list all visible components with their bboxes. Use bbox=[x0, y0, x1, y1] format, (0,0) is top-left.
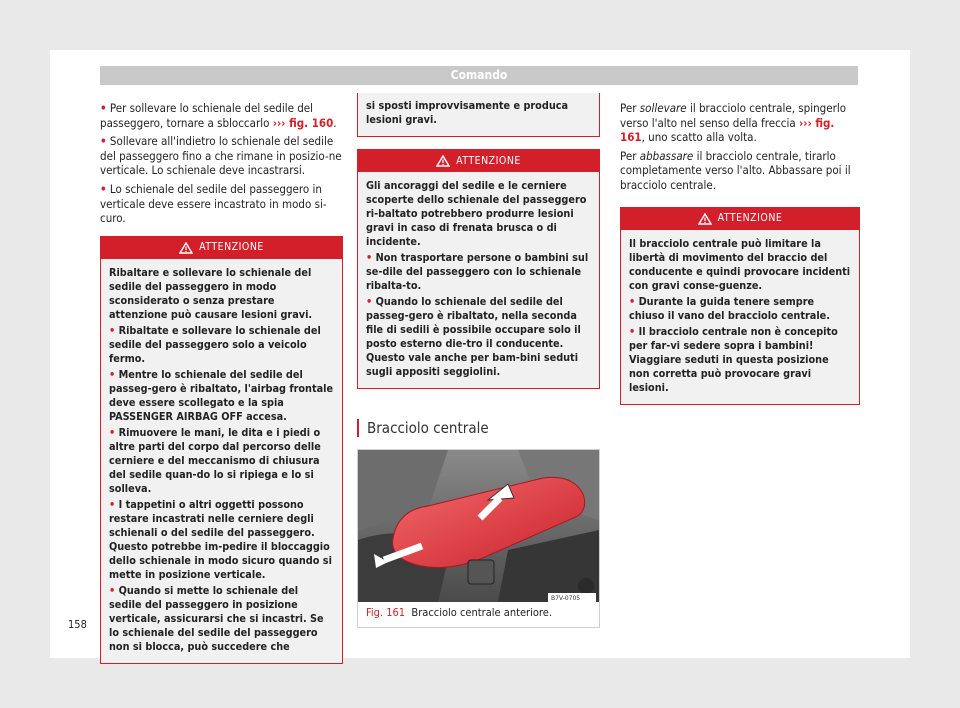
header-title: Comando bbox=[450, 68, 508, 82]
list-item: • Lo schienale del sedile del passeggero in verticale deve essere incastrato in modo si-curo. bbox=[100, 181, 327, 226]
warning-header: ATTENZIONE bbox=[101, 237, 342, 259]
figure-link[interactable]: ››› fig. 161 bbox=[620, 115, 835, 145]
warning-icon bbox=[179, 242, 193, 254]
column-2 bbox=[357, 101, 600, 628]
paragraph: Per abbassare il bracciolo centrale, tirarlo completamente verso l'alto. Abbassare poi il bracciolo centrale. bbox=[620, 148, 851, 192]
header-bar bbox=[100, 66, 858, 85]
paragraph: Per sollevare il bracciolo centrale, spingerlo verso l'alto nel senso della freccia ››› fig. 161, uno scatto alla volta. bbox=[620, 101, 847, 145]
warning-box bbox=[100, 236, 343, 664]
armrest-illustration bbox=[358, 450, 599, 602]
warning-header: ATTENZIONE bbox=[358, 150, 599, 172]
column-3 bbox=[620, 101, 860, 405]
warning-body: Ribaltare e sollevare lo schienale del sedile del passeggero in modo sconsiderato o senza prestare attenzione può causare lesioni gravi. • Ribaltate e sollevare lo schienale del sedile del passeggero solo a veicolo fermo. • Mentre lo schienale del sedile del passeg-gero è ribaltato, l'airbag frontale deve essere scollegato e la spia PASSENGER AIRBAG OFF accesa. • Rimuovere le mani, le dita e i piedi o altre parti del corpo dal percorso delle cerniere e del meccanismo di chiusura del sedile quan-do lo si ripiega e lo si solleva. • I tappetini o altri oggetti possono restare incastrati nelle cerniere degli schienali o del sedile del passeggero. Questo potrebbe im-pedire il bloccaggio dello schienale in modo sicuro quando si mette in posizione verticale. • Quando si mette lo schienale del sedile del passeggero in posizione verticale, assicurarsi che si incastri. Se lo schienale del sedile del passeggero non si blocca, può succedere che bbox=[101, 259, 342, 663]
page-number: 158 bbox=[68, 618, 87, 631]
list-item: • Per sollevare lo schienale del sedile del passeggero, tornare a sbloccarlo ››› fig. 160. bbox=[100, 101, 337, 130]
warning-continuation: si sposti improvvisamente e produca lesioni gravi. bbox=[357, 93, 600, 137]
warning-icon bbox=[436, 155, 450, 167]
section-title: Bracciolo centrale bbox=[357, 419, 600, 437]
warning-body: Gli ancoraggi del sedile e le cerniere scoperte dello schienale del passeggero ri-baltato potrebbero produrre lesioni gravi in caso di frenata brusca o di incidente. • Non trasportare persone o bambini sul se-dile del passeggero con lo schienale ribalta-to. • Quando lo schienale del sedile del passeg-gero è ribaltato, nella seconda file di sedili è possibile occupare solo il posto esterno die-tro il conducente. Questo vale anche per bam-bini seduti sugli appositi seggiolini. bbox=[358, 172, 599, 388]
figure-link[interactable]: ››› fig. 160 bbox=[272, 115, 334, 130]
warning-icon bbox=[698, 213, 712, 225]
warning-box bbox=[620, 207, 860, 405]
column-1 bbox=[100, 101, 343, 664]
figure-caption: Fig. 161 Bracciolo centrale anteriore. bbox=[366, 606, 552, 619]
list-item: • Sollevare all'indietro lo schienale del sedile del passeggero fino a che rimane in posizio-ne verticale. Lo schienale deve incastrarsi. bbox=[100, 134, 342, 178]
figure-code: B7V-0705 bbox=[551, 595, 581, 602]
warning-box bbox=[357, 149, 600, 389]
warning-body: Il bracciolo centrale può limitare la libertà di movimento del braccio del conducente e quindi provocare incidenti con gravi conse-guenze. • Durante la guida tenere sempre chiuso il vano del bracciolo centrale. • Il bracciolo centrale non è concepito per far-vi sedere sopra i bambini! Viaggiare seduti in questa posizione non corretta può provocare gravi lesioni. bbox=[621, 230, 859, 404]
figure bbox=[357, 449, 600, 628]
warning-header: ATTENZIONE bbox=[621, 208, 859, 230]
